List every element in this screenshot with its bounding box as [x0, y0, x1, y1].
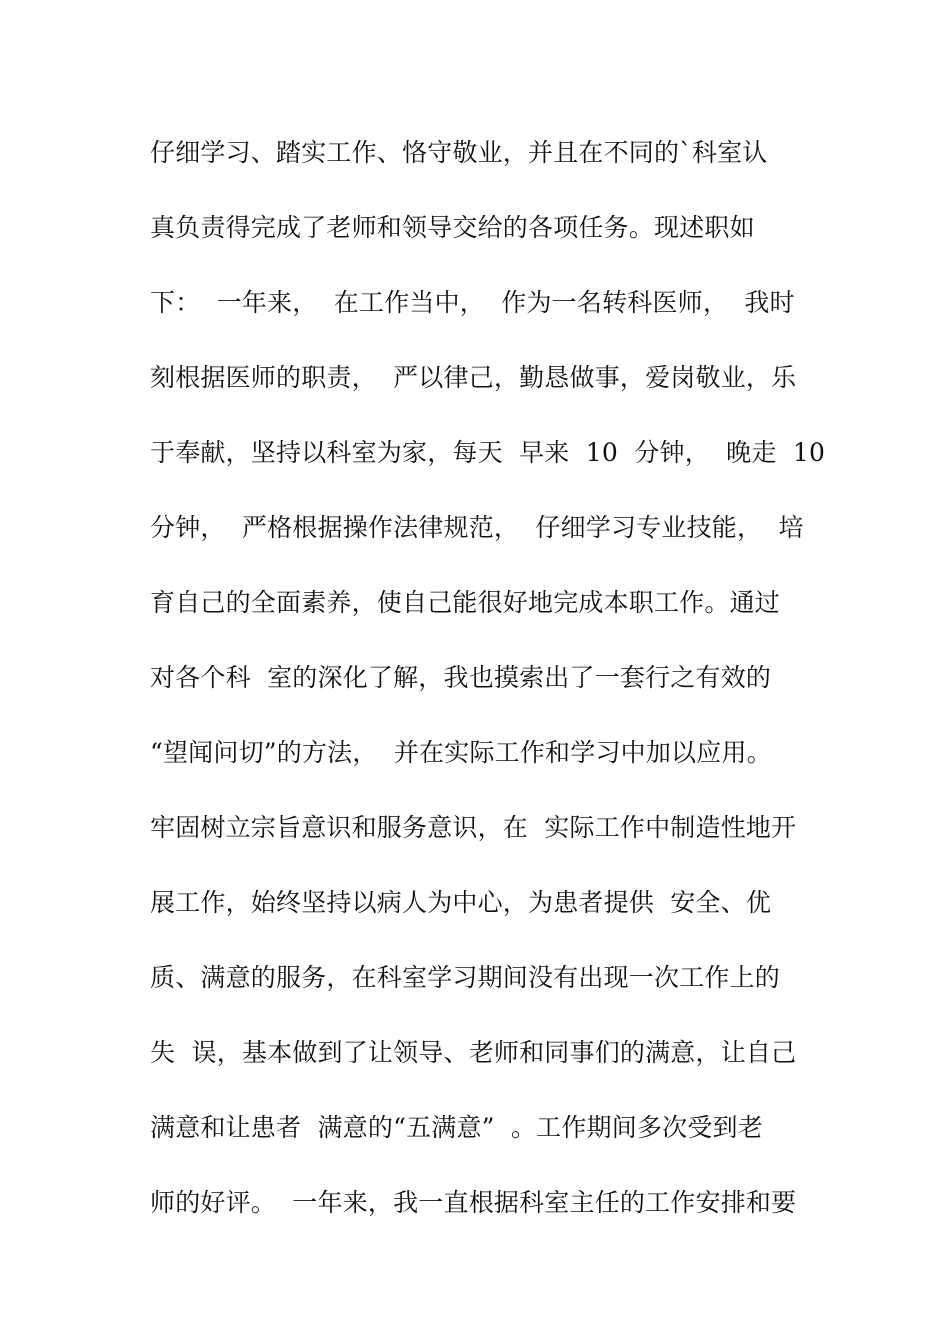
- text-line-10: 牢固树立宗旨意识和服务意识，在 实际工作中制造性地开: [150, 813, 797, 842]
- body-text: [150, 130, 826, 1255]
- text-line-9: “望闻问切”的方法， 并在实际工作和学习中加以应用。: [150, 738, 772, 767]
- text-line-7: 育自己的全面素养，使自己能很好地完成本职工作。通过: [150, 588, 781, 617]
- text-line-5: 于奉献，坚持以科室为家，每天 早来 10 分钟， 晚走 10: [150, 438, 826, 467]
- text-line-2: 真负责得完成了老师和领导交给的各项任务。现述职如: [150, 213, 755, 242]
- text-line-11: 展工作，始终坚持以病人为中心，为患者提供 安全、优: [150, 888, 772, 917]
- text-line-6: 分钟， 严格根据操作法律规范， 仔细学习专业技能， 培: [150, 513, 804, 542]
- text-line-15: 师的好评。 一年来，我一直根据科室主任的工作安排和要: [150, 1188, 797, 1217]
- text-line-4: 刻根据医师的职责， 严以律己，勤恳做事，爱岗敬业，乐: [150, 363, 797, 392]
- text-line-1: 仔细学习、踏实工作、恪守敬业，并且在不同的`科室认: [150, 138, 768, 167]
- text-line-8: 对各个科 室的深化了解，我也摸索出了一套行之有效的: [150, 663, 772, 692]
- text-line-13: 失 误，基本做到了让领导、老师和同事们的满意，让自己: [150, 1038, 797, 1067]
- text-line-3: 下： 一年来， 在工作当中， 作为一名转科医师， 我时: [150, 288, 795, 317]
- text-line-12: 质、满意的服务，在科室学习期间没有出现一次工作上的: [150, 963, 781, 992]
- text-line-14: 满意和让患者 满意的“五满意” 。工作期间多次受到老: [150, 1113, 763, 1142]
